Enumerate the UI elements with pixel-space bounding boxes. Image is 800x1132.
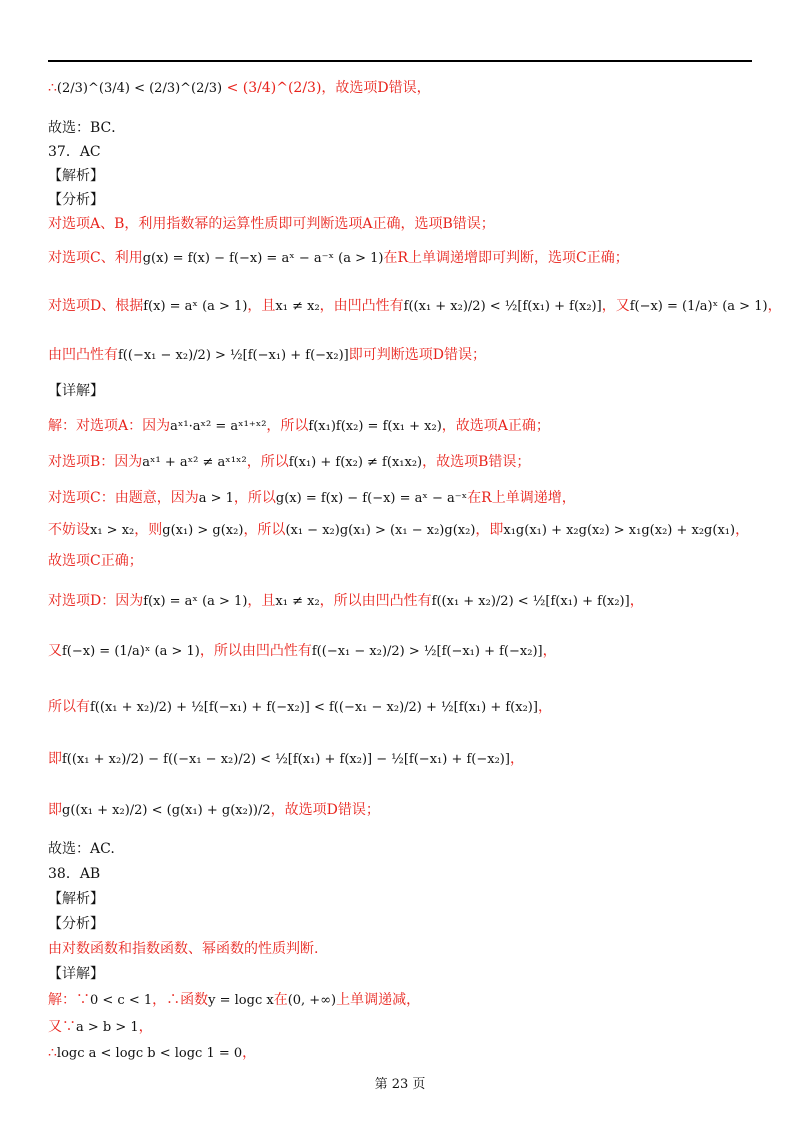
line-segment: logc a < logc b < logc 1 = 0 — [56, 1046, 243, 1061]
text-line — [48, 1017, 153, 1038]
text-line — [48, 214, 495, 235]
text-line — [48, 1043, 256, 1064]
text-line — [48, 889, 104, 910]
line-segment: (2/3)^(3/4) < (2/3)^(2/3) — [56, 81, 223, 96]
line-segment: 即可判断选项D错误； — [348, 347, 486, 363]
line-segment: g(x) = f(x) − f(−x) = aˣ − a⁻ˣ (a > 1) — [142, 251, 384, 266]
line-segment: ∴ — [48, 80, 57, 96]
line-segment: 由对数函数和指数函数、幂函数的性质判断. — [48, 941, 319, 957]
line-segment: 对选项C、利用 — [48, 250, 143, 266]
line-641-full: 又f(−x) = (1/a)ˣ (a > 1)，所以由凹凸性有f((−x₁ − x₂)/2) > ½[f(−x₁) + f(−x₂)]， — [48, 643, 557, 659]
line-segment: 故选：BC． — [48, 120, 126, 136]
line-segment: 37．AC — [48, 144, 101, 160]
line-segment: 【详解】 — [48, 966, 104, 982]
text-line — [48, 914, 104, 935]
text-line — [48, 190, 104, 211]
text-line — [48, 839, 115, 860]
line-segment: f((x₁ + x₂)/2) − f((−x₁ − x₂)/2) < ½[f(x₁) + f(x₂)] − ½[f(−x₁) + f(−x₂)] — [62, 752, 510, 767]
line-segment: 即 — [48, 802, 62, 818]
text-line — [48, 964, 104, 985]
text-line — [48, 381, 104, 402]
line-segment: 【详解】 — [48, 383, 104, 399]
text-line — [48, 166, 104, 187]
line-segment: 故选：AC. — [48, 841, 115, 857]
line-segment: 38．AB — [48, 866, 101, 882]
line-segment: < (3/4)^(2/3)，故选项D错误， — [222, 80, 431, 96]
text-line — [48, 118, 125, 139]
text-line — [48, 248, 629, 269]
line-452-full: 对选项B：因为aˣ¹ + aˣ² ≠ aˣ¹ˣ²，所以f(x₁) + f(x₂) ≠ f(x₁x₂)，故选项B错误； — [48, 454, 531, 470]
line-segment: ， — [138, 1019, 153, 1035]
line-segment: ， — [509, 751, 524, 767]
line-segment: 所以有 — [48, 699, 90, 715]
line-segment: 在R上单调递增即可判断，选项C正确； — [383, 250, 629, 266]
line-segment: a > b > 1 — [76, 1020, 139, 1035]
line-segment: 由凹凸性有 — [48, 347, 118, 363]
line-segment: 故选项C正确； — [48, 553, 143, 569]
line-segment: 【分析】 — [48, 192, 104, 208]
text-line — [48, 697, 552, 718]
line-segment: 【分析】 — [48, 916, 104, 932]
text-line — [48, 142, 101, 163]
text-line — [48, 800, 380, 821]
text-line — [48, 939, 318, 960]
text-line — [48, 864, 100, 885]
line-segment: 又∵ — [48, 1019, 76, 1035]
line-591-full: 对选项D：因为f(x) = aˣ (a > 1)，且x₁ ≠ x₂，所以由凹凸性有f((x₁ + x₂)/2) < ½[f(x₁) + f(x₂)]， — [48, 593, 644, 609]
line-segment: ， — [242, 1045, 257, 1061]
line-segment: ，故选项D错误； — [270, 802, 380, 818]
text-line — [48, 749, 524, 770]
header-rule — [48, 60, 752, 62]
line-990-full: 解：∵0 < c < 1，∴函数y = logc x在(0, +∞)上单调递减， — [48, 992, 421, 1008]
text-line — [48, 345, 486, 366]
line-segment: ∴ — [48, 1045, 57, 1061]
text-line — [48, 78, 431, 99]
line-segment: f((x₁ + x₂)/2) + ½[f(−x₁) + f(−x₂)] < f((−x₁ − x₂)/2) + ½[f(x₁) + f(x₂)] — [90, 700, 538, 715]
line-segment: 即 — [48, 751, 62, 767]
line-520-full: 不妨设x₁ > x₂，则g(x₁) > g(x₂)，所以(x₁ − x₂)g(x₁) > (x₁ − x₂)g(x₂)，即x₁g(x₁) + x₂g(x₂) > x₁g(x₂) + x₂g(x₁)， — [48, 522, 750, 538]
line-segment: g((x₁ + x₂)/2) < (g(x₁) + g(x₂))/2 — [62, 803, 271, 818]
text-line — [48, 551, 143, 572]
line-segment: 【解析】 — [48, 891, 104, 907]
line-segment: f((−x₁ − x₂)/2) > ½[f(−x₁) + f(−x₂)] — [118, 348, 349, 363]
page-footer: 第 23 页 — [374, 1077, 426, 1092]
line-488-full: 对选项C：由题意，因为a > 1，所以g(x) = f(x) − f(−x) = aˣ − a⁻ˣ在R上单调递增， — [48, 490, 576, 506]
line-296-full: 对选项D、根据f(x) = aˣ (a > 1)，且x₁ ≠ x₂，由凹凸性有f((x₁ + x₂)/2) < ½[f(x₁) + f(x₂)]，又f(−x) = (1/a)ˣ (a > 1)， — [48, 298, 782, 314]
line-segment: 对选项A、B，利用指数幂的运算性质即可判断选项A正确，选项B错误； — [48, 216, 495, 232]
line-segment: ， — [537, 699, 552, 715]
line-segment: 【解析】 — [48, 168, 104, 184]
line-416-full: 解：对选项A：因为aˣ¹·aˣ² = aˣ¹⁺ˣ²，所以f(x₁)f(x₂) = f(x₁ + x₂)，故选项A正确； — [48, 418, 550, 434]
